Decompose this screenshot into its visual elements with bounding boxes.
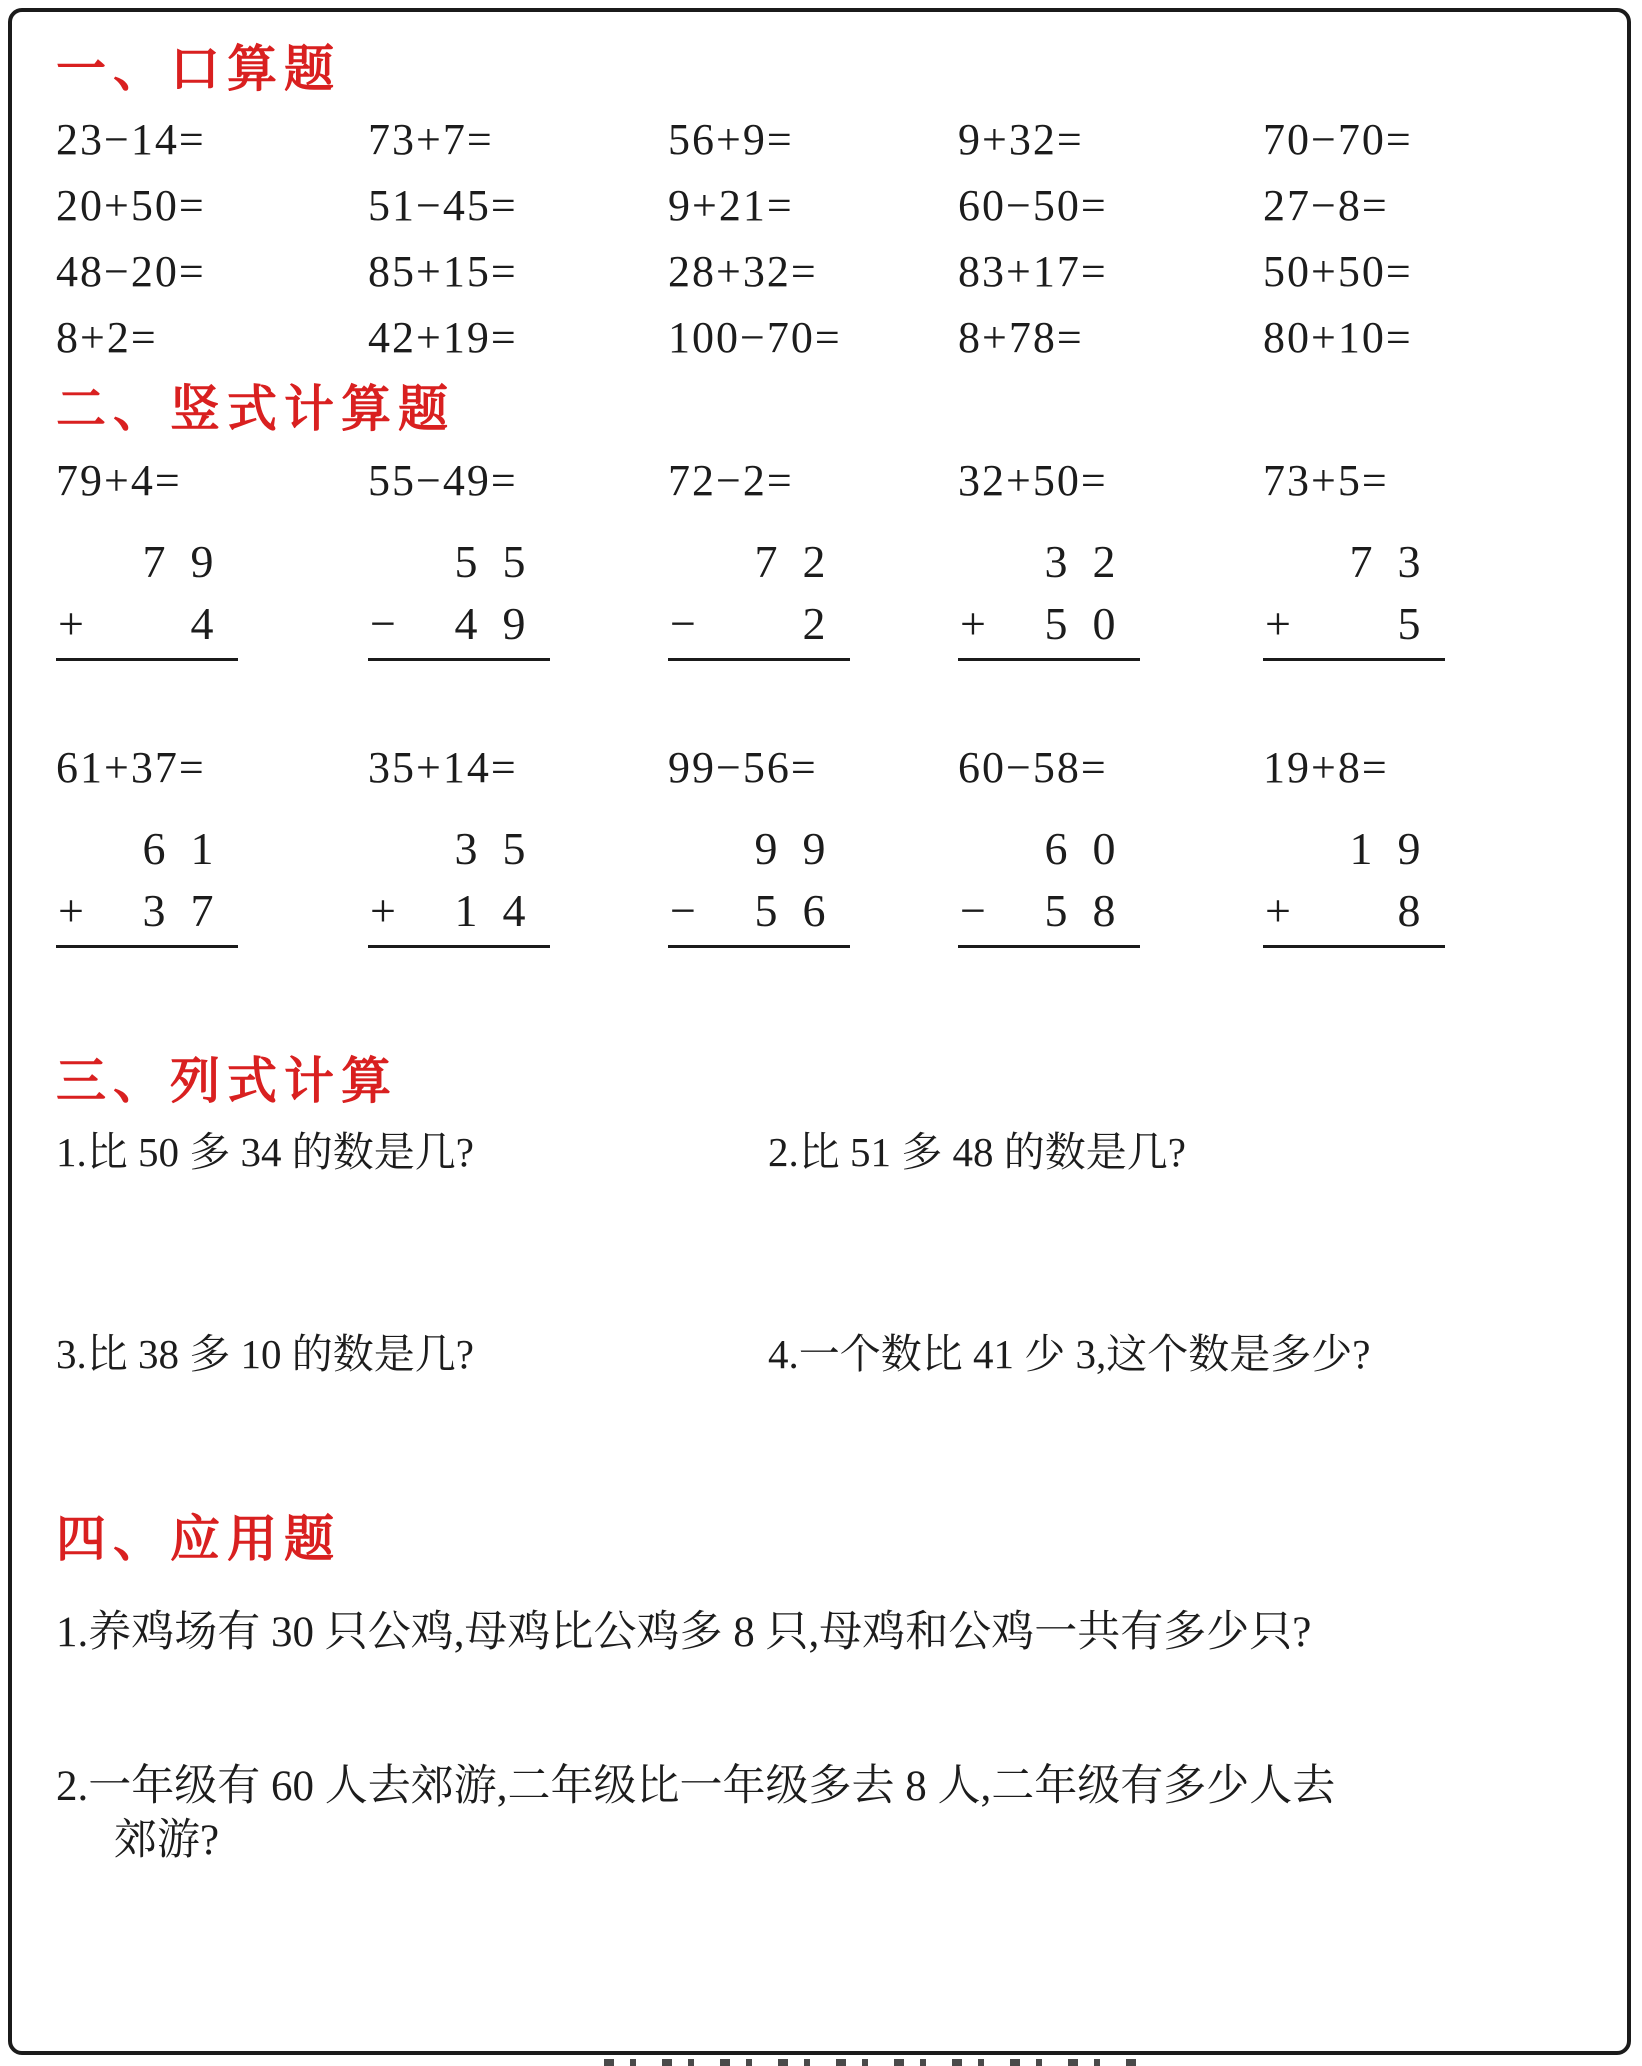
vertical-problem [56,741,368,948]
top-number-row [668,534,850,590]
word-problem-line: 2.一年级有 60 人去郊游,二年级比一年级多去 8 人,二年级有多少人去 [56,1763,1336,1810]
digit: 7 [754,536,778,587]
word-problem-line: 郊游? [114,1817,220,1864]
operator-sign: + [960,598,986,649]
vertical-problem-label: 73+5= [1263,456,1389,505]
top-number-row [958,534,1140,590]
vertical-problem-label: 99−56= [668,743,818,792]
top-number-row [668,821,850,877]
digit: 2 [802,598,826,649]
answer-line [56,658,238,661]
vertical-problem [958,741,1263,948]
operator-sign: + [1265,885,1291,936]
digit: 9 [502,598,526,649]
vertical-work-area [668,534,850,661]
expression-problem: 3.比 38 多 10 的数是几? [56,1331,474,1377]
oral-problem: 56+9= [668,114,794,164]
vertical-work-area [1263,534,1445,661]
vertical-work-area [1263,821,1445,948]
operator-number-row [668,883,850,939]
digit: 7 [1349,536,1373,587]
oral-problem: 83+17= [958,246,1108,296]
digit: 3 [142,885,166,936]
vertical-problem-label: 79+4= [56,456,182,505]
top-number-row [56,534,238,590]
digit: 4 [190,598,214,649]
oral-problems-grid [56,106,1589,370]
vertical-problem-label: 19+8= [1263,743,1389,792]
oral-problem: 20+50= [56,180,206,230]
digit: 5 [502,823,526,874]
answer-line [958,658,1140,661]
digit: 8 [1397,885,1421,936]
vertical-problem-label: 72−2= [668,456,794,505]
operator-sign: − [670,598,696,649]
operator-sign: + [1265,598,1291,649]
word-problem [56,1760,1589,1868]
operator-sign: − [960,885,986,936]
vertical-work-area [958,821,1140,948]
oral-problem: 70−70= [1263,114,1413,164]
section-2-title: 二、竖式计算题 [56,381,455,437]
top-number-row [1263,534,1445,590]
top-number-row [56,821,238,877]
answer-line [1263,945,1445,948]
oral-problem: 51−45= [368,180,518,230]
section-3-title: 三、列式计算 [56,1053,398,1109]
vertical-problem-label: 61+37= [56,743,206,792]
operator-sign: − [370,598,396,649]
oral-problem: 27−8= [1263,180,1389,230]
oral-problem: 100−70= [668,312,842,362]
digit: 3 [454,823,478,874]
expression-problems-row-2 [56,1328,1589,1380]
vertical-problems-row-2 [56,741,1589,948]
operator-number-row [56,596,238,652]
digit: 9 [802,823,826,874]
vertical-problem [368,741,668,948]
digit: 3 [1397,536,1421,587]
vertical-problem [1263,454,1589,661]
operator-sign: − [670,885,696,936]
operator-number-row [668,596,850,652]
digit [742,596,790,652]
answer-line [368,658,550,661]
vertical-problem [668,741,958,948]
top-number-row [368,534,550,590]
top-number-row [368,821,550,877]
digit: 1 [1349,823,1373,874]
digit: 0 [1092,598,1116,649]
word-problem [56,1606,1589,1660]
digit: 6 [1044,823,1068,874]
digit: 3 [1044,536,1068,587]
digit: 2 [802,536,826,587]
digit: 5 [754,885,778,936]
operator-number-row [1263,596,1445,652]
digit [1337,596,1385,652]
oral-problem: 50+50= [1263,246,1413,296]
answer-line [368,945,550,948]
top-number-row [1263,821,1445,877]
vertical-problem-label: 60−58= [958,743,1108,792]
digit: 4 [502,885,526,936]
oral-problem: 42+19= [368,312,518,362]
digit: 6 [802,885,826,936]
digit: 1 [454,885,478,936]
vertical-problem [56,454,368,661]
digit: 5 [1044,598,1068,649]
vertical-work-area [368,821,550,948]
digit: 7 [190,885,214,936]
page-border [8,8,1631,2055]
digit: 0 [1092,823,1116,874]
vertical-work-area [368,534,550,661]
digit: 8 [1092,885,1116,936]
digit: 5 [1397,598,1421,649]
vertical-work-area [668,821,850,948]
vertical-problem-label: 35+14= [368,743,518,792]
word-problem-line: 1.养鸡场有 30 只公鸡,母鸡比公鸡多 8 只,母鸡和公鸡一共有多少只? [56,1609,1312,1656]
oral-problem: 8+2= [56,312,158,362]
digit: 4 [454,598,478,649]
digit: 7 [142,536,166,587]
oral-problem: 9+21= [668,180,794,230]
section-4-title: 四、应用题 [56,1511,341,1567]
answer-line [1263,658,1445,661]
oral-problem: 8+78= [958,312,1084,362]
operator-sign: + [58,598,84,649]
digit: 5 [502,536,526,587]
digit [1337,883,1385,939]
vertical-work-area [56,534,238,661]
digit: 2 [1092,536,1116,587]
answer-line [668,945,850,948]
oral-problem: 80+10= [1263,312,1413,362]
clipped-footer-text [604,2059,1144,2066]
operator-number-row [1263,883,1445,939]
oral-problem: 23−14= [56,114,206,164]
oral-problem: 48−20= [56,246,206,296]
digit: 1 [190,823,214,874]
digit: 5 [1044,885,1068,936]
answer-line [958,945,1140,948]
operator-sign: + [370,885,396,936]
operator-number-row [958,883,1140,939]
top-number-row [958,821,1140,877]
vertical-problem [368,454,668,661]
vertical-problems-row-1 [56,454,1589,661]
answer-line [56,945,238,948]
expression-problem: 1.比 50 多 34 的数是几? [56,1129,474,1175]
digit: 9 [190,536,214,587]
digit: 9 [754,823,778,874]
operator-sign: + [58,885,84,936]
vertical-problem-label: 55−49= [368,456,518,505]
digit: 6 [142,823,166,874]
answer-line [668,658,850,661]
expression-problems-row-1 [56,1126,1589,1178]
operator-number-row [368,883,550,939]
operator-number-row [958,596,1140,652]
oral-problem: 60−50= [958,180,1108,230]
vertical-problem [668,454,958,661]
expression-problem: 2.比 51 多 48 的数是几? [768,1129,1186,1175]
digit [130,596,178,652]
oral-problem: 73+7= [368,114,494,164]
vertical-work-area [56,821,238,948]
section-1-title: 一、口算题 [56,41,341,97]
oral-problem: 28+32= [668,246,818,296]
expression-problem: 4.一个数比 41 少 3,这个数是多少? [768,1331,1371,1377]
vertical-work-area [958,534,1140,661]
vertical-problem-label: 32+50= [958,456,1108,505]
vertical-problem [958,454,1263,661]
digit: 9 [1397,823,1421,874]
oral-problem: 85+15= [368,246,518,296]
operator-number-row [56,883,238,939]
oral-problem: 9+32= [958,114,1084,164]
digit: 5 [454,536,478,587]
vertical-problem [1263,741,1589,948]
operator-number-row [368,596,550,652]
